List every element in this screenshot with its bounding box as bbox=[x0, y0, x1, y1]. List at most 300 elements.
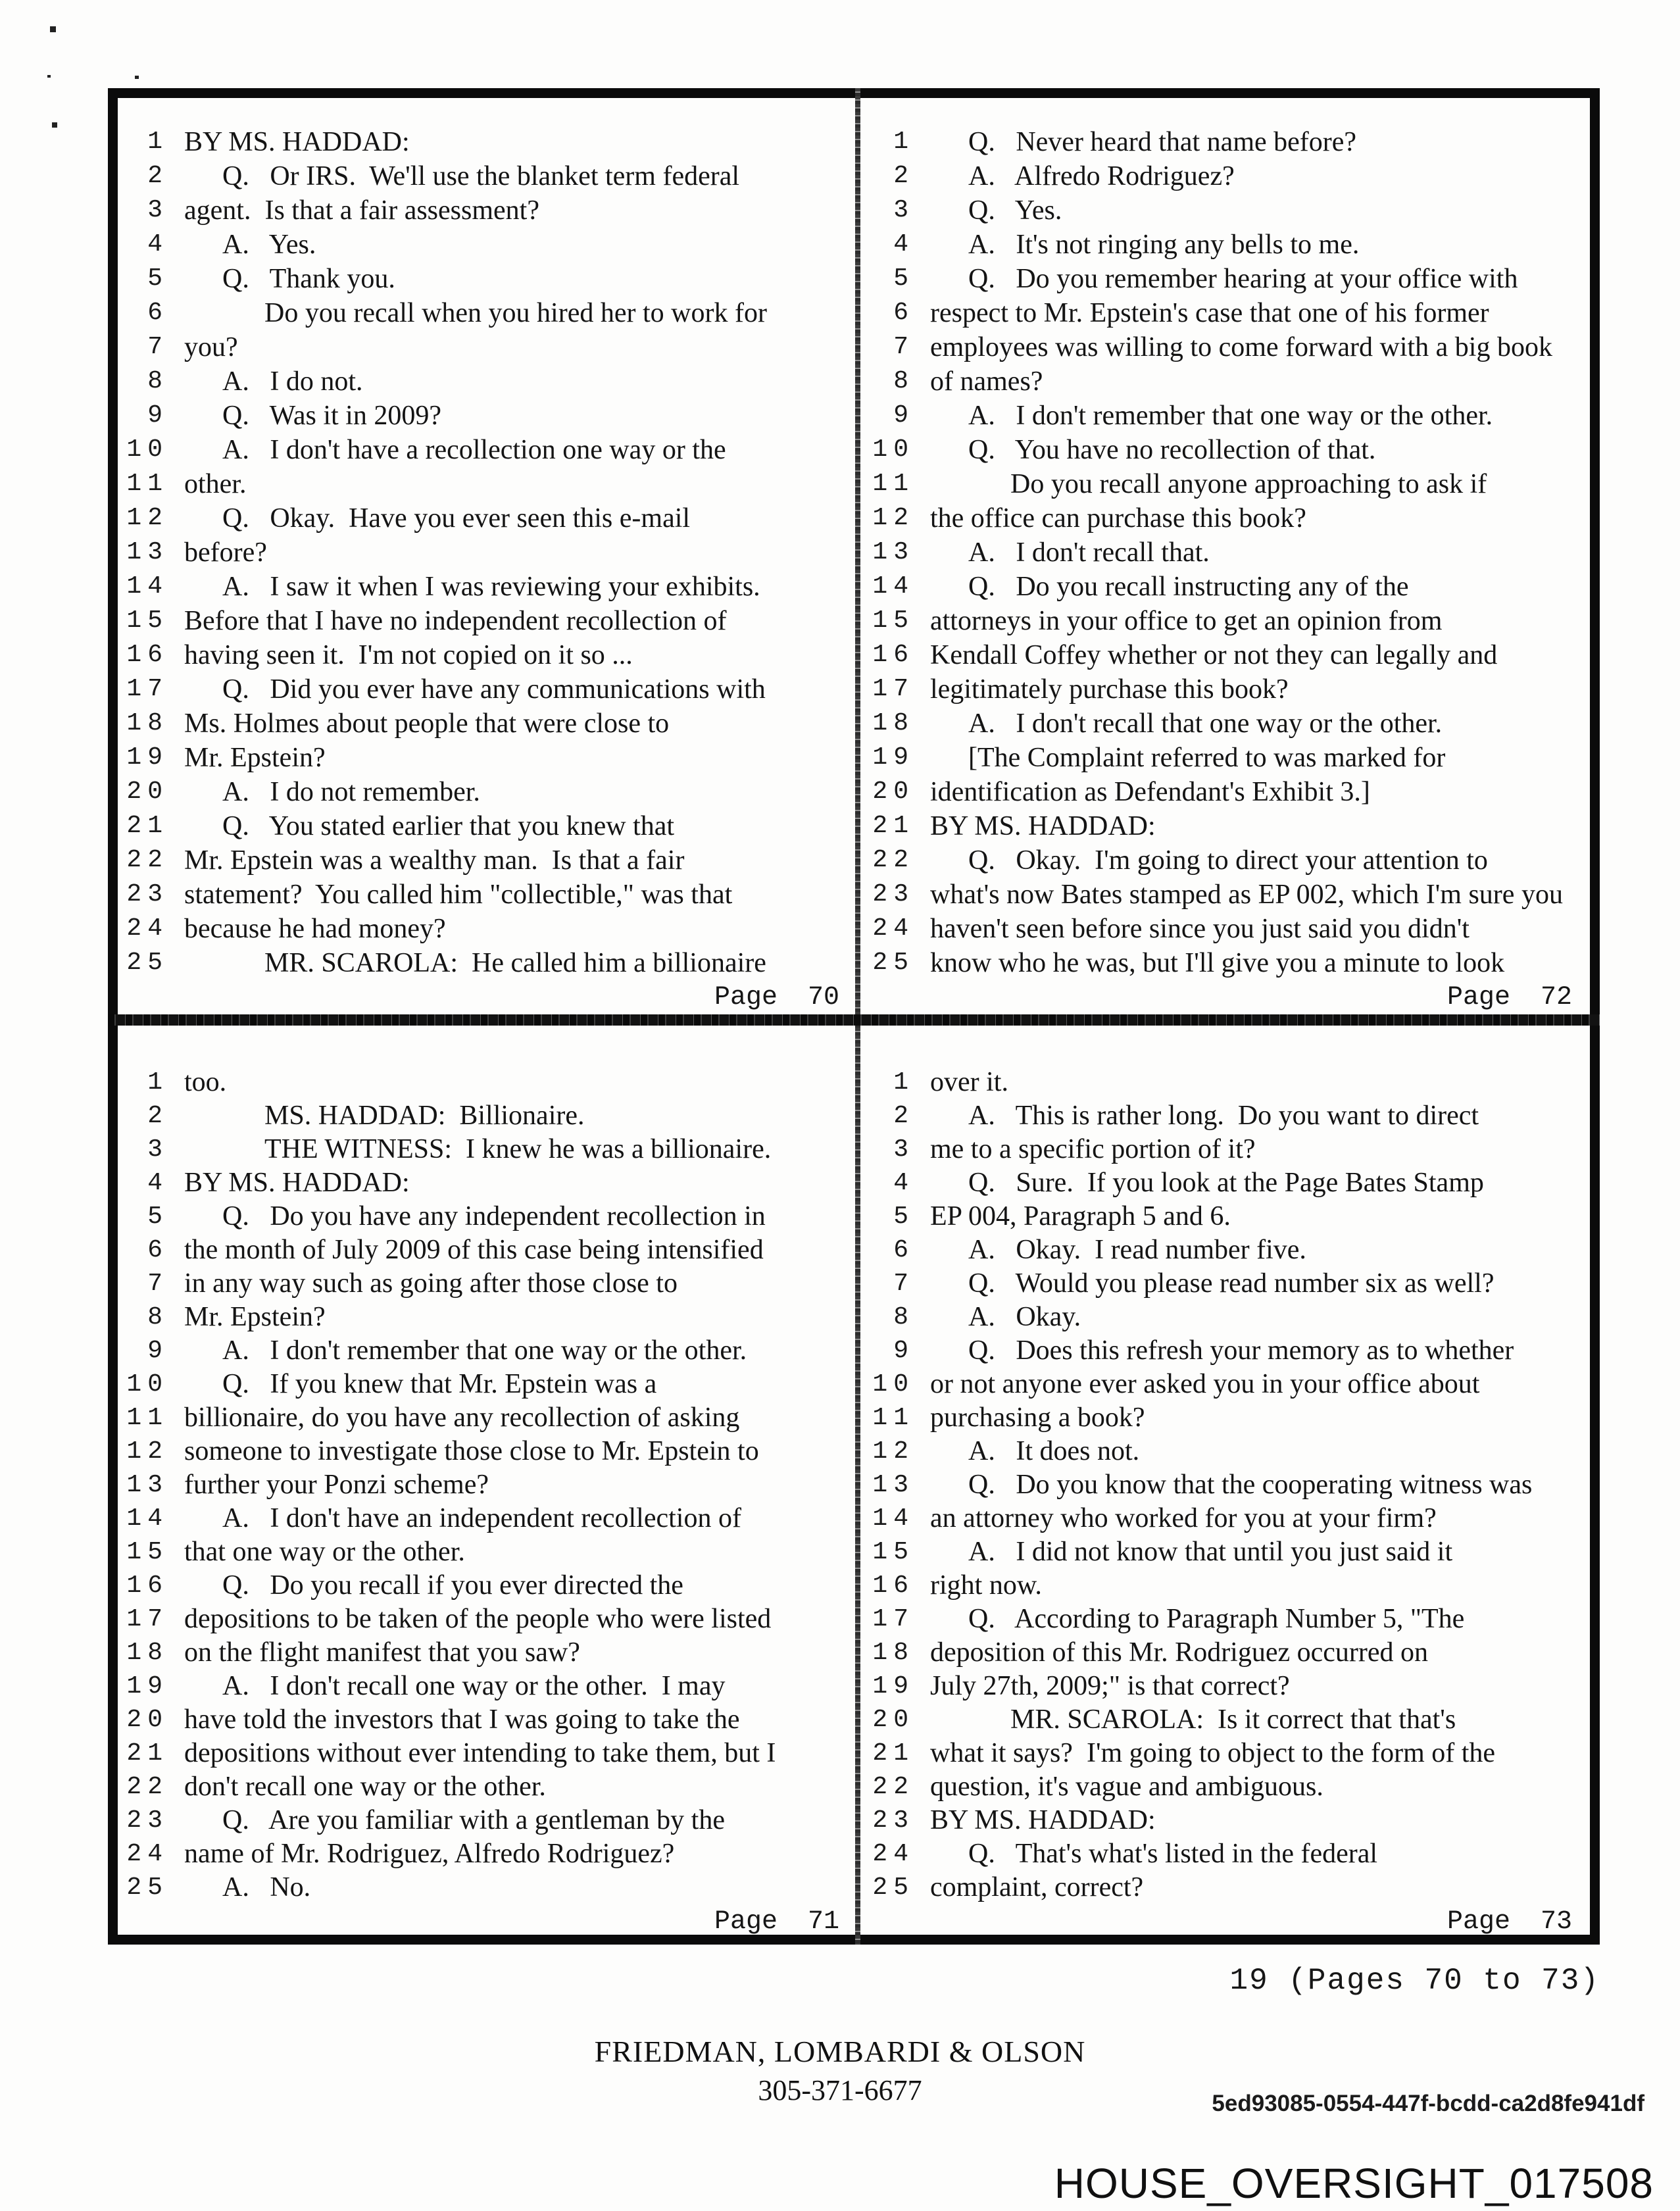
line-number: 20 bbox=[872, 778, 914, 806]
line-text: Q. Never heard that name before? bbox=[968, 127, 1357, 157]
transcript-line bbox=[868, 1602, 1581, 1636]
line-text: July 27th, 2009;" is that correct? bbox=[930, 1671, 1290, 1701]
line-number: 11 bbox=[126, 470, 168, 498]
line-number: 12 bbox=[126, 504, 168, 532]
scan-artifact-dot bbox=[52, 122, 57, 128]
line-number: 14 bbox=[872, 1504, 914, 1533]
line-text: someone to investigate those close to Mr. Epstein to bbox=[184, 1436, 759, 1466]
line-text: question, it's vague and ambiguous. bbox=[930, 1772, 1323, 1802]
line-text: have told the investors that I was going to take the bbox=[184, 1704, 740, 1735]
transcript-line bbox=[122, 364, 849, 399]
transcript-line bbox=[868, 1770, 1581, 1804]
transcript-line bbox=[122, 399, 849, 433]
line-number: 4 bbox=[147, 1169, 168, 1197]
transcript-line bbox=[868, 125, 1581, 159]
line-text: Q. Are you familiar with a gentleman by the bbox=[222, 1805, 725, 1835]
transcript-line bbox=[122, 1670, 849, 1703]
line-number: 6 bbox=[147, 1236, 168, 1264]
line-text: me to a specific portion of it? bbox=[930, 1134, 1256, 1164]
transcript-page-70 bbox=[122, 125, 849, 1012]
line-number: 14 bbox=[126, 572, 168, 601]
transcript-line bbox=[868, 1569, 1581, 1602]
line-text: A. I don't recall that one way or the other. bbox=[968, 708, 1443, 739]
line-text: BY MS. HADDAD: bbox=[184, 127, 410, 157]
line-number: 12 bbox=[872, 1437, 914, 1466]
line-text: A. I don't remember that one way or the other. bbox=[968, 401, 1493, 431]
transcript-line bbox=[868, 638, 1581, 672]
court-reporter-phone: 305-371-6677 bbox=[758, 2074, 922, 2106]
transcript-line bbox=[868, 1334, 1581, 1368]
line-text: statement? You called him "collectible," was that bbox=[184, 880, 733, 910]
line-number: 11 bbox=[872, 1404, 914, 1432]
line-text: identification as Defendant's Exhibit 3.] bbox=[930, 777, 1370, 807]
line-number: 19 bbox=[126, 743, 168, 772]
line-number: 20 bbox=[872, 1706, 914, 1734]
transcript-line bbox=[122, 159, 849, 193]
line-text: Q. If you knew that Mr. Epstein was a bbox=[222, 1369, 657, 1399]
line-text: other. bbox=[184, 469, 247, 499]
line-text: Q. Okay. I'm going to direct your attention to bbox=[968, 845, 1488, 876]
line-number: 14 bbox=[872, 572, 914, 601]
line-number: 13 bbox=[126, 538, 168, 566]
line-text: before? bbox=[184, 537, 267, 568]
line-text: A. I do not. bbox=[222, 366, 363, 397]
line-text: MS. HADDAD: Billionaire. bbox=[264, 1101, 585, 1131]
line-text: attorneys in your office to get an opinion from bbox=[930, 606, 1443, 636]
transcript-line bbox=[868, 1166, 1581, 1200]
transcript-line bbox=[868, 1401, 1581, 1435]
transcript-line bbox=[122, 1468, 849, 1502]
transcript-line bbox=[868, 501, 1581, 535]
line-number: 22 bbox=[872, 846, 914, 874]
line-number: 19 bbox=[872, 1672, 914, 1701]
line-text: A. No. bbox=[222, 1872, 311, 1902]
line-number: 15 bbox=[872, 607, 914, 635]
line-number: 13 bbox=[872, 1471, 914, 1499]
line-text: respect to Mr. Epstein's case that one of his former bbox=[930, 298, 1489, 328]
transcript-line bbox=[868, 1267, 1581, 1301]
line-text: A. I don't recall one way or the other. I may bbox=[222, 1671, 726, 1701]
line-number: 15 bbox=[872, 1538, 914, 1566]
line-number: 25 bbox=[872, 949, 914, 977]
line-text: Q. Thank you. bbox=[222, 264, 395, 294]
transcript-lines bbox=[122, 1066, 849, 1904]
line-text: Q. Did you ever have any communications with bbox=[222, 674, 766, 705]
line-text: on the flight manifest that you saw? bbox=[184, 1637, 580, 1668]
page-number-label: Page 70 bbox=[714, 983, 839, 1012]
row-divider-line bbox=[108, 1014, 1600, 1026]
transcript-page-72 bbox=[868, 125, 1581, 1012]
line-number: 16 bbox=[126, 1572, 168, 1600]
transcript-line bbox=[868, 330, 1581, 364]
transcript-line bbox=[122, 878, 849, 912]
line-number: 18 bbox=[872, 709, 914, 737]
line-number: 25 bbox=[126, 1874, 168, 1902]
transcript-line bbox=[122, 1368, 849, 1401]
line-text: agent. Is that a fair assessment? bbox=[184, 195, 539, 226]
line-text: Kendall Coffey whether or not they can legally and bbox=[930, 640, 1498, 670]
line-number: 24 bbox=[872, 1840, 914, 1868]
line-number: 14 bbox=[126, 1504, 168, 1533]
transcript-line bbox=[868, 707, 1581, 741]
transcript-line bbox=[122, 1502, 849, 1535]
line-text: MR. SCAROLA: Is it correct that that's bbox=[1010, 1704, 1456, 1735]
transcript-line bbox=[122, 1703, 849, 1737]
transcript-line bbox=[122, 262, 849, 296]
transcript-line bbox=[122, 330, 849, 364]
transcript-line bbox=[122, 741, 849, 775]
line-number: 12 bbox=[126, 1437, 168, 1466]
transcript-line bbox=[868, 1468, 1581, 1502]
line-text: Q. Yes. bbox=[968, 195, 1062, 226]
transcript-line bbox=[868, 1066, 1581, 1099]
line-text: Q. Do you recall if you ever directed the bbox=[222, 1570, 683, 1601]
transcript-line bbox=[122, 1301, 849, 1334]
line-number: 17 bbox=[872, 675, 914, 703]
transcript-line bbox=[122, 1569, 849, 1602]
transcript-page-73 bbox=[868, 1066, 1581, 1937]
transcript-line bbox=[122, 193, 849, 228]
line-text: complaint, correct? bbox=[930, 1872, 1144, 1902]
transcript-line bbox=[122, 1636, 849, 1670]
line-text: Before that I have no independent recollection of bbox=[184, 606, 727, 636]
transcript-line bbox=[122, 1435, 849, 1468]
line-number: 5 bbox=[893, 1203, 914, 1231]
line-text: Q. Do you recall instructing any of the bbox=[968, 572, 1409, 602]
line-number: 24 bbox=[872, 914, 914, 943]
line-number: 6 bbox=[893, 1236, 914, 1264]
line-text: Mr. Epstein? bbox=[184, 743, 326, 773]
line-number: 22 bbox=[126, 1773, 168, 1801]
line-number: 16 bbox=[872, 641, 914, 669]
line-text: depositions to be taken of the people who were listed bbox=[184, 1604, 772, 1634]
transcript-line bbox=[122, 228, 849, 262]
line-number: 15 bbox=[126, 607, 168, 635]
line-number: 23 bbox=[872, 1806, 914, 1835]
transcript-line bbox=[122, 1804, 849, 1837]
transcript-line bbox=[868, 1737, 1581, 1770]
line-text: A. I don't recall that. bbox=[968, 537, 1210, 568]
line-text: Q. Was it in 2009? bbox=[222, 401, 441, 431]
line-number: 10 bbox=[126, 1370, 168, 1399]
line-number: 20 bbox=[126, 778, 168, 806]
line-text: Mr. Epstein was a wealthy man. Is that a fair bbox=[184, 845, 685, 876]
line-text: don't recall one way or the other. bbox=[184, 1772, 546, 1802]
line-number: 21 bbox=[872, 812, 914, 840]
line-number: 15 bbox=[126, 1538, 168, 1566]
line-number: 22 bbox=[126, 846, 168, 874]
transcript-line bbox=[868, 1233, 1581, 1267]
line-text: or not anyone ever asked you in your office about bbox=[930, 1369, 1480, 1399]
line-text: haven't seen before since you just said you didn't bbox=[930, 914, 1470, 944]
line-text: because he had money? bbox=[184, 914, 446, 944]
line-text: the office can purchase this book? bbox=[930, 503, 1306, 534]
line-text: of names? bbox=[930, 366, 1043, 397]
line-number: 4 bbox=[147, 230, 168, 259]
line-text: A. Okay. I read number five. bbox=[968, 1235, 1306, 1265]
line-text: the month of July 2009 of this case being intensified bbox=[184, 1235, 764, 1265]
line-text: Do you recall anyone approaching to ask if bbox=[1010, 469, 1487, 499]
line-number: 3 bbox=[147, 196, 168, 224]
transcript-line bbox=[122, 638, 849, 672]
line-text: Q. Okay. Have you ever seen this e-mail bbox=[222, 503, 691, 534]
transcript-line bbox=[868, 809, 1581, 843]
transcript-line bbox=[122, 501, 849, 535]
transcript-line bbox=[868, 1435, 1581, 1468]
line-text: A. It does not. bbox=[968, 1436, 1140, 1466]
line-number: 20 bbox=[126, 1706, 168, 1734]
line-number: 9 bbox=[147, 401, 168, 430]
line-number: 18 bbox=[126, 709, 168, 737]
line-number: 23 bbox=[126, 880, 168, 908]
line-number: 2 bbox=[893, 1102, 914, 1130]
line-text: that one way or the other. bbox=[184, 1537, 465, 1567]
line-text: depositions without ever intending to take them, but I bbox=[184, 1738, 776, 1768]
line-number: 11 bbox=[126, 1404, 168, 1432]
line-number: 4 bbox=[893, 1169, 914, 1197]
transcript-lines bbox=[122, 125, 849, 980]
line-text: having seen it. I'm not copied on it so ... bbox=[184, 640, 633, 670]
line-number: 7 bbox=[893, 1270, 914, 1298]
line-number: 4 bbox=[893, 230, 914, 259]
transcript-line bbox=[122, 809, 849, 843]
line-text: BY MS. HADDAD: bbox=[930, 811, 1156, 841]
transcript-line bbox=[868, 1535, 1581, 1569]
transcript-line bbox=[122, 1166, 849, 1200]
line-text: A. I do not remember. bbox=[222, 777, 480, 807]
transcript-line bbox=[122, 1535, 849, 1569]
line-number: 1 bbox=[893, 128, 914, 156]
transcript-line bbox=[122, 1133, 849, 1166]
page-number-label: Page 71 bbox=[714, 1907, 839, 1937]
transcript-line bbox=[868, 399, 1581, 433]
line-text: THE WITNESS: I knew he was a billionaire. bbox=[264, 1134, 772, 1164]
line-number: 13 bbox=[126, 1471, 168, 1499]
line-number: 6 bbox=[147, 299, 168, 327]
line-text: purchasing a book? bbox=[930, 1403, 1145, 1433]
line-number: 17 bbox=[126, 1605, 168, 1633]
line-text: MR. SCAROLA: He called him a billionaire bbox=[264, 948, 766, 978]
transcript-line bbox=[122, 604, 849, 638]
line-text: Q. You have no recollection of that. bbox=[968, 435, 1376, 465]
transcript-line bbox=[868, 741, 1581, 775]
transcript-line bbox=[122, 535, 849, 570]
transcript-line bbox=[868, 1837, 1581, 1871]
line-text: Q. Do you have any independent recollection in bbox=[222, 1201, 766, 1231]
transcript-line bbox=[122, 843, 849, 878]
line-number: 10 bbox=[872, 1370, 914, 1399]
line-text: over it. bbox=[930, 1067, 1008, 1097]
document-id-stamp: 5ed93085-0554-447f-bcdd-ca2d8fe941df bbox=[1212, 2091, 1644, 2116]
line-number: 10 bbox=[872, 435, 914, 464]
line-number: 19 bbox=[126, 1672, 168, 1701]
transcript-line bbox=[868, 1133, 1581, 1166]
transcript-line bbox=[868, 775, 1581, 809]
transcript-line bbox=[868, 467, 1581, 501]
line-number: 10 bbox=[126, 435, 168, 464]
transcript-line bbox=[868, 912, 1581, 946]
line-number: 2 bbox=[147, 162, 168, 190]
transcript-line bbox=[868, 193, 1581, 228]
transcript-line bbox=[122, 1770, 849, 1804]
line-text: A. I don't have a recollection one way or the bbox=[222, 435, 726, 465]
page-number-label: Page 72 bbox=[1446, 983, 1572, 1012]
line-number: 3 bbox=[893, 196, 914, 224]
line-number: 11 bbox=[872, 470, 914, 498]
line-text: A. Yes. bbox=[222, 230, 316, 260]
line-number: 3 bbox=[893, 1135, 914, 1164]
line-number: 13 bbox=[872, 538, 914, 566]
line-number: 1 bbox=[893, 1068, 914, 1097]
line-number: 22 bbox=[872, 1773, 914, 1801]
page-number-label: Page 73 bbox=[1446, 1907, 1572, 1937]
transcript-line bbox=[868, 946, 1581, 980]
line-number: 17 bbox=[872, 1605, 914, 1633]
line-text: A. This is rather long. Do you want to direct bbox=[968, 1101, 1479, 1131]
scan-artifact-dot bbox=[135, 76, 139, 79]
transcript-line bbox=[868, 228, 1581, 262]
line-text: A. Alfredo Rodriguez? bbox=[968, 161, 1235, 191]
line-number: 8 bbox=[147, 367, 168, 395]
line-text: legitimately purchase this book? bbox=[930, 674, 1289, 705]
transcript-line bbox=[122, 1066, 849, 1099]
line-text: billionaire, do you have any recollection of asking bbox=[184, 1403, 740, 1433]
transcript-line bbox=[868, 672, 1581, 707]
transcript-line bbox=[868, 570, 1581, 604]
line-number: 21 bbox=[872, 1739, 914, 1768]
line-number: 9 bbox=[893, 1337, 914, 1365]
line-number: 24 bbox=[126, 914, 168, 943]
transcript-line bbox=[122, 672, 849, 707]
line-text: [The Complaint referred to was marked for bbox=[968, 743, 1446, 773]
line-number: 12 bbox=[872, 504, 914, 532]
transcript-line bbox=[122, 1233, 849, 1267]
transcript-line bbox=[122, 125, 849, 159]
line-number: 2 bbox=[893, 162, 914, 190]
line-number: 2 bbox=[147, 1102, 168, 1130]
line-number: 1 bbox=[147, 1068, 168, 1097]
transcript-line bbox=[868, 262, 1581, 296]
line-text: further your Ponzi scheme? bbox=[184, 1470, 489, 1500]
line-text: too. bbox=[184, 1067, 227, 1097]
transcript-line bbox=[122, 1099, 849, 1133]
transcript-line bbox=[122, 1871, 849, 1904]
transcript-line bbox=[868, 535, 1581, 570]
line-number: 23 bbox=[872, 880, 914, 908]
transcript-line bbox=[868, 1200, 1581, 1233]
line-text: Ms. Holmes about people that were close to bbox=[184, 708, 670, 739]
transcript-line bbox=[868, 1636, 1581, 1670]
line-text: right now. bbox=[930, 1570, 1042, 1601]
line-text: Q. Do you remember hearing at your office with bbox=[968, 264, 1518, 294]
line-text: BY MS. HADDAD: bbox=[184, 1168, 410, 1198]
line-text: Q. That's what's listed in the federal bbox=[968, 1839, 1378, 1869]
line-text: Q. Sure. If you look at the Page Bates Stamp bbox=[968, 1168, 1484, 1198]
line-text: A. I saw it when I was reviewing your exhibits. bbox=[222, 572, 760, 602]
line-text: Q. Do you know that the cooperating witness was bbox=[968, 1470, 1533, 1500]
bates-stamp: HOUSE_OVERSIGHT_017508 bbox=[1054, 2160, 1654, 2207]
line-number: 6 bbox=[893, 299, 914, 327]
line-text: employees was willing to come forward with a big book bbox=[930, 332, 1552, 362]
transcript-lines bbox=[868, 1066, 1581, 1904]
court-reporter-firm: FRIEDMAN, LOMBARDI & OLSON bbox=[594, 2035, 1086, 2068]
line-text: in any way such as going after those close to bbox=[184, 1268, 678, 1299]
transcript-line bbox=[868, 364, 1581, 399]
transcript-line bbox=[122, 707, 849, 741]
line-number: 5 bbox=[147, 1203, 168, 1231]
transcript-line bbox=[868, 433, 1581, 467]
sheet-page-range: 19 (Pages 70 to 73) bbox=[1229, 1964, 1600, 1998]
line-number: 9 bbox=[893, 401, 914, 430]
transcript-line bbox=[122, 946, 849, 980]
line-text: A. I did not know that until you just said it bbox=[968, 1537, 1453, 1567]
line-number: 21 bbox=[126, 812, 168, 840]
transcript-line bbox=[868, 296, 1581, 330]
transcript-line bbox=[122, 296, 849, 330]
transcript-page-71 bbox=[122, 1066, 849, 1937]
transcript-line bbox=[868, 843, 1581, 878]
line-number: 24 bbox=[126, 1840, 168, 1868]
transcript-line bbox=[122, 1401, 849, 1435]
line-number: 25 bbox=[872, 1874, 914, 1902]
line-number: 7 bbox=[893, 333, 914, 361]
transcript-line bbox=[868, 1804, 1581, 1837]
transcript-line bbox=[868, 1099, 1581, 1133]
line-text: what's now Bates stamped as EP 002, which I'm sure you bbox=[930, 880, 1563, 910]
line-text: Do you recall when you hired her to work for bbox=[264, 298, 767, 328]
transcript-lines bbox=[868, 125, 1581, 980]
line-text: an attorney who worked for you at your firm? bbox=[930, 1503, 1437, 1533]
line-number: 7 bbox=[147, 1270, 168, 1298]
transcript-line bbox=[868, 878, 1581, 912]
scan-artifact-dot bbox=[50, 26, 56, 32]
transcript-line bbox=[868, 1871, 1581, 1904]
line-number: 1 bbox=[147, 128, 168, 156]
line-text: know who he was, but I'll give you a minute to look bbox=[930, 948, 1505, 978]
line-number: 8 bbox=[147, 1303, 168, 1331]
transcript-line bbox=[868, 1703, 1581, 1737]
transcript-line bbox=[122, 570, 849, 604]
line-text: BY MS. HADDAD: bbox=[930, 1805, 1156, 1835]
transcript-line bbox=[122, 1837, 849, 1871]
scan-artifact-dot bbox=[47, 75, 51, 78]
line-text: EP 004, Paragraph 5 and 6. bbox=[930, 1201, 1231, 1231]
line-text: Q. Or IRS. We'll use the blanket term federal bbox=[222, 161, 740, 191]
transcript-line bbox=[122, 1334, 849, 1368]
transcript-line bbox=[122, 467, 849, 501]
line-number: 5 bbox=[893, 264, 914, 293]
line-text: Mr. Epstein? bbox=[184, 1302, 326, 1332]
line-number: 5 bbox=[147, 264, 168, 293]
transcript-line bbox=[122, 912, 849, 946]
line-text: Q. According to Paragraph Number 5, "The bbox=[968, 1604, 1465, 1634]
line-text: A. It's not ringing any bells to me. bbox=[968, 230, 1360, 260]
line-number: 16 bbox=[872, 1572, 914, 1600]
line-number: 18 bbox=[126, 1639, 168, 1667]
line-text: A. I don't remember that one way or the other. bbox=[222, 1335, 747, 1366]
line-text: name of Mr. Rodriguez, Alfredo Rodriguez? bbox=[184, 1839, 675, 1869]
transcript-line bbox=[122, 1737, 849, 1770]
line-text: Q. Does this refresh your memory as to whether bbox=[968, 1335, 1514, 1366]
transcript-line bbox=[868, 159, 1581, 193]
line-number: 17 bbox=[126, 675, 168, 703]
line-number: 8 bbox=[893, 1303, 914, 1331]
transcript-line bbox=[122, 1602, 849, 1636]
line-number: 18 bbox=[872, 1639, 914, 1667]
line-text: Q. You stated earlier that you knew that bbox=[222, 811, 675, 841]
line-number: 19 bbox=[872, 743, 914, 772]
line-number: 7 bbox=[147, 333, 168, 361]
